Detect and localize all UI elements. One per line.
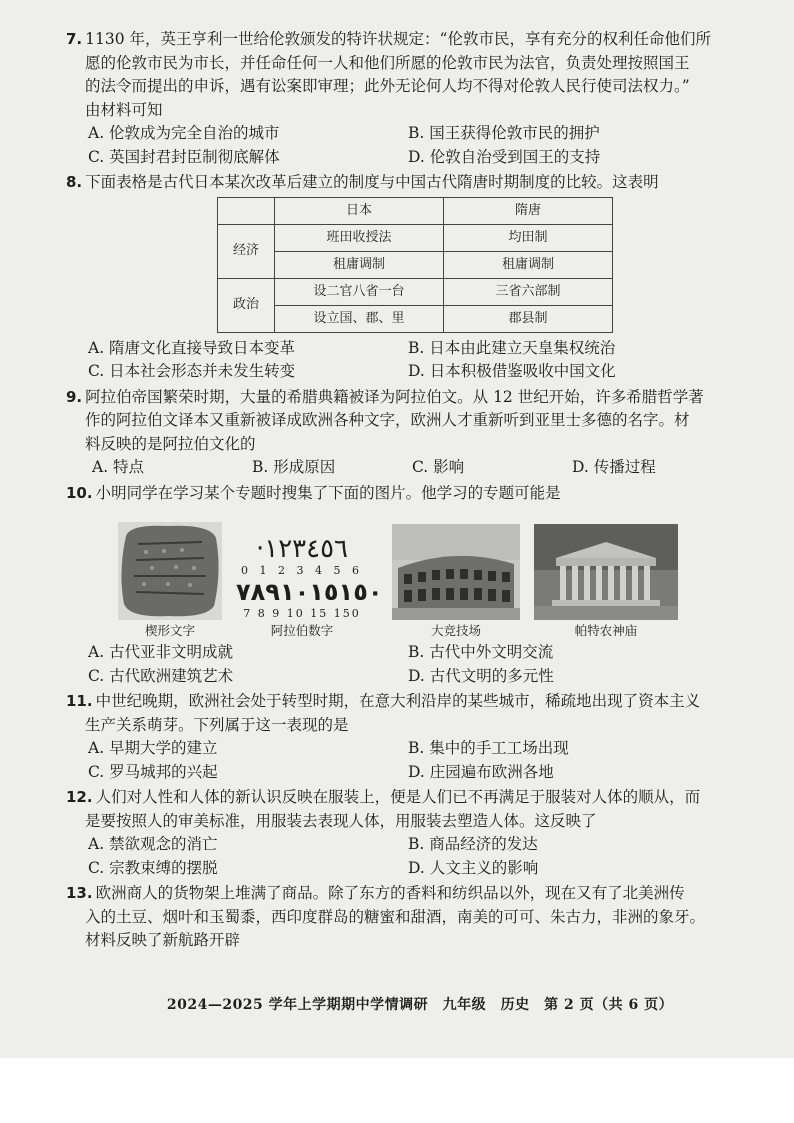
question-number: 12. — [66, 788, 93, 806]
question-number: 9. — [66, 387, 83, 406]
question-text: 欧洲商人的货物架上堆满了商品。除了东方的香料和纺织品以外，现在又有了北美洲传 — [95, 884, 685, 902]
option-c: C. 英国封君封臣制彻底解体 — [88, 147, 280, 166]
table-cell: 设二官八省一台 — [275, 278, 444, 305]
exam-content — [66, 28, 766, 955]
arabic-digits-row: ·١٢٣٤٥٦ — [255, 534, 349, 564]
picture-caption: 帕特农神庙 — [574, 623, 638, 638]
table-header-japan: 日本 — [275, 197, 444, 224]
arabic-numerals-chart — [236, 534, 383, 620]
question-text: 下面表格是古代日本某次改革后建立的制度与中国古代隋唐时期制度的比较。这表明 — [85, 173, 659, 191]
question-8 — [66, 171, 766, 384]
question-12 — [66, 786, 766, 880]
question-text: 生产关系萌芽。下列属于这一表现的是 — [85, 715, 349, 734]
options — [66, 456, 766, 480]
option-a: A. 禁欲观念的消亡 — [88, 835, 218, 853]
option-d: D. 庄园遍布欧洲各地 — [408, 762, 554, 781]
option-b: B. 国王获得伦敦市民的拥护 — [408, 124, 600, 142]
picture-colosseum — [392, 524, 520, 639]
option-c: C. 日本社会形态并未发生转变 — [88, 362, 296, 380]
option-b: B. 日本由此建立天皇集权统治 — [408, 338, 616, 357]
table-cell: 租庸调制 — [444, 251, 613, 278]
options — [66, 641, 766, 688]
table-header-suitang: 隋唐 — [444, 197, 613, 224]
question-text: 中世纪晚期，欧洲社会处于转型时期，在意大利沿岸的某些城市，稀疏地出现了资本主义 — [95, 692, 701, 710]
picture-cuneiform — [118, 522, 222, 639]
question-number: 7. — [66, 30, 83, 48]
picture-caption: 楔形文字 — [144, 623, 195, 638]
options — [66, 833, 766, 880]
option-c: C. 古代欧洲建筑艺术 — [88, 666, 234, 685]
question-text: 由材料可知 — [85, 100, 163, 119]
option-a: A. 早期大学的建立 — [88, 739, 218, 757]
table-cell: 郡县制 — [444, 305, 613, 332]
question-text: 料反映的是阿拉伯文化的 — [85, 434, 256, 453]
digit-values-row: 0 1 2 3 4 5 6 — [241, 564, 363, 577]
picture-caption: 大竞技场 — [430, 623, 481, 638]
table-cell: 均田制 — [444, 224, 613, 251]
picture-arabic-numerals — [236, 534, 383, 639]
digit-values-row: 7 8 9 10 15 150 — [243, 607, 361, 620]
option-d: D. 传播过程 — [572, 458, 656, 476]
question-text: 是要按照人的审美标准，用服装去表现人体，用服装去塑造人体。这反映了 — [85, 811, 597, 830]
option-d: D. 人文主义的影响 — [408, 858, 539, 877]
question-text: 愿的伦敦市民为市长，并任命任何一人和他们所愿的伦敦市民为法官，负责处理按照国王 — [85, 53, 690, 72]
option-c: C. 宗教束缚的摆脱 — [88, 858, 218, 877]
table-cell: 设立国、郡、里 — [275, 305, 444, 332]
page-footer: 2024—2025 学年上学期期中学情调研 九年级 历史 第 2 页（共 6 页） — [166, 997, 674, 1013]
question-11 — [66, 690, 766, 784]
question-text: 1130 年，英王亨利一世给伦敦颁发的特许状规定：“伦敦市民，享有充分的权利任命他们所 — [85, 30, 711, 48]
option-c: C. 影响 — [412, 458, 465, 476]
option-a: A. 伦敦成为完全自治的城市 — [88, 124, 280, 142]
picture-parthenon — [534, 524, 678, 639]
options — [66, 737, 766, 784]
question-text: 人们对人性和人体的新认识反映在服装上，便是人们已不再满足于服装对人体的顺从，而 — [95, 788, 701, 806]
question-text: 作的阿拉伯文译本又重新被译成欧洲各种文字，欧洲人才重新听到亚里士多德的名字。材 — [85, 411, 690, 429]
picture-row — [118, 509, 766, 639]
option-b: B. 形成原因 — [252, 458, 336, 476]
question-text: 小明同学在学习某个专题时搜集了下面的图片。他学习的专题可能是 — [95, 483, 561, 502]
question-10 — [66, 482, 766, 689]
comparison-table — [217, 197, 613, 333]
question-7 — [66, 28, 766, 169]
question-text: 的法令而提出的申诉，遇有讼案即审理；此外无论何人均不得对伦敦人民行使司法权力。” — [85, 77, 690, 95]
question-text: 阿拉伯帝国繁荣时期，大量的希腊典籍被译为阿拉伯文。从 12 世纪开始，许多希腊哲学著 — [85, 387, 704, 406]
question-text: 材料反映了新航路开辟 — [85, 931, 241, 949]
question-9 — [66, 386, 766, 480]
option-b: B. 商品经济的发达 — [408, 835, 538, 853]
table-category-economy: 经济 — [218, 224, 275, 278]
parthenon-image — [534, 524, 678, 620]
question-number: 10. — [66, 483, 93, 502]
table-cell: 租庸调制 — [275, 251, 444, 278]
option-d: D. 伦敦自治受到国王的支持 — [408, 147, 601, 166]
cuneiform-tablet-image — [118, 522, 222, 620]
option-c: C. 罗马城邦的兴起 — [88, 762, 218, 781]
question-text: 入的土豆、烟叶和玉蜀黍，西印度群岛的糖蜜和甜酒，南美的可可、朱古力，非洲的象牙。 — [85, 907, 706, 926]
table-corner-cell — [218, 197, 275, 224]
options — [66, 337, 766, 384]
picture-caption: 阿拉伯数字 — [270, 623, 334, 638]
table-cell: 三省六部制 — [444, 278, 613, 305]
question-number: 11. — [66, 692, 93, 710]
question-number: 13. — [66, 884, 93, 902]
options — [66, 122, 766, 169]
table-category-politics: 政治 — [218, 278, 275, 332]
arabic-digits-row: ٧٨٩١٠١٥١٥٠ — [236, 578, 383, 606]
colosseum-image — [392, 524, 520, 620]
question-13 — [66, 882, 766, 953]
option-a: A. 特点 — [92, 458, 145, 476]
option-b: B. 古代中外文明交流 — [408, 643, 554, 661]
table-cell: 班田收授法 — [275, 224, 444, 251]
option-a: A. 隋唐文化直接导致日本变革 — [88, 338, 296, 357]
option-d: D. 日本积极借鉴吸收中国文化 — [408, 362, 616, 380]
option-b: B. 集中的手工工场出现 — [408, 739, 569, 757]
option-a: A. 古代亚非文明成就 — [88, 643, 234, 661]
question-number: 8. — [66, 173, 83, 191]
option-d: D. 古代文明的多元性 — [408, 666, 554, 685]
